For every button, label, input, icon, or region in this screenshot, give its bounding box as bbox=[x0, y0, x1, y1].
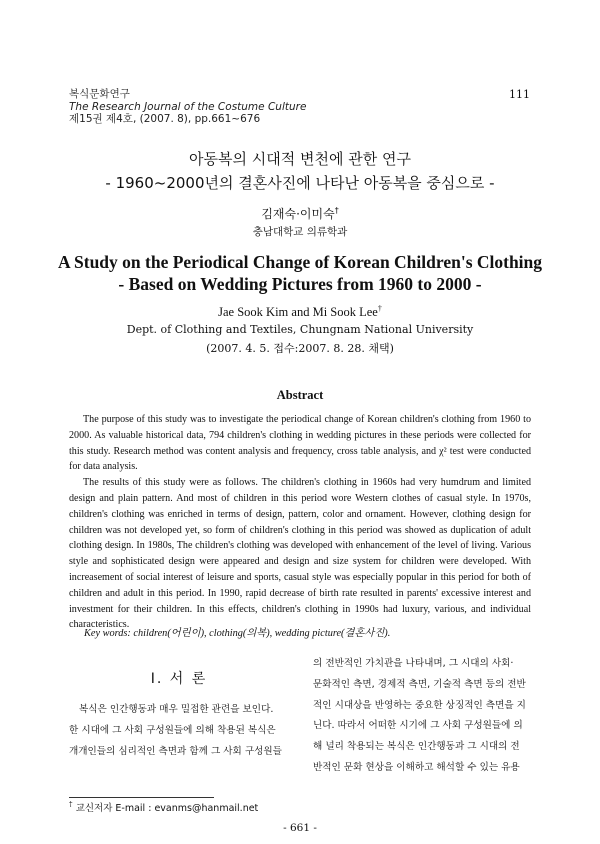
footer-page-number: - 661 - bbox=[283, 822, 317, 834]
english-author-mark: † bbox=[377, 304, 382, 313]
body-line: 해 널리 착용되는 복식은 인간행동과 그 시대의 전 bbox=[313, 741, 520, 753]
abstract-paragraph-1: The purpose of this study was to investigate the periodical change of Korean children's clothing from 1960 to 2000. As valuable historical data, 794 children's clothing in wedding pictures in these periods were collected for this study. Research method was content analysis and frequency, cross table analysis, and χ² test were conducted for data analysis. bbox=[69, 414, 531, 473]
abstract-heading: Abstract bbox=[276, 388, 324, 402]
body-line: 적인 시대상을 반영하는 중요한 상징적인 측면을 지 bbox=[313, 699, 526, 711]
abstract-paragraph-2: The results of this study were as follows. The children's clothing in 1960s had very humdrum and limited design and plain pattern. And most of children in this period wore Western clothes of casual style. In 1970s, children's clothing was enriched in terms of design, pattern, color and ornament. However, clothing design for children was not developed yet, so form of children's clothing in this period was showed as duplication of adult clothing design. In 1980s, The children's clothing was developed with enhancement of the level of living. Various style and sophisticated design were appeared and design and size system for children were developed. With increasement of social interest of leisure and sports, casual style was especially popular in this period for both of children and adult in this period. In 1990, rapid decrease of birth rate resulted in parents' excessive interest and investment for their children. In this effects, children's clothing in 1990s had luxury, various, and individual characteristics. bbox=[69, 477, 531, 631]
english-authors-line bbox=[0, 304, 600, 320]
body-line: 닌다. 따라서 어떠한 시기에 그 사회 구성원들에 의 bbox=[313, 720, 523, 732]
korean-affiliation: 충남대학교 의류학과 bbox=[252, 226, 348, 238]
body-line: 문화적인 측면, 경제적 측면, 기술적 측면 등의 전반 bbox=[313, 678, 526, 690]
korean-title-main: 아동복의 시대적 변천에 관한 연구 bbox=[189, 150, 411, 168]
body-line: 의 전반적인 가치관을 나타내며, 그 시대의 사회· bbox=[313, 658, 514, 669]
english-title-main: A Study on the Periodical Change of Korean Children's Clothing bbox=[57, 252, 543, 272]
section-heading-introduction: Ⅰ. 서 론 bbox=[150, 671, 208, 687]
body-line: 복식은 인간행동과 매우 밀접한 관련을 보인다. bbox=[79, 704, 274, 715]
journal-info bbox=[69, 88, 306, 126]
keywords: Key words: children(어린이), clothing(의복), wedding picture(결혼사진). bbox=[84, 628, 391, 639]
footnote bbox=[69, 800, 258, 814]
english-title-subtitle: - Based on Wedding Pictures from 1960 to 2000 - bbox=[118, 274, 482, 294]
korean-title-subtitle: - 1960~2000년의 결혼사진에 나타난 아동복을 중심으로 - bbox=[105, 174, 495, 192]
english-authors: Jae Sook Kim and Mi Sook Lee bbox=[218, 305, 378, 320]
page-number: 111 bbox=[509, 88, 530, 101]
journal-name-english: The Research Journal of the Costume Culture bbox=[69, 100, 307, 113]
english-affiliation: Dept. of Clothing and Textiles, Chungnam National University bbox=[126, 323, 474, 336]
body-left-column bbox=[69, 700, 289, 762]
footnote-text: 교신저자 E-mail : evanms@hanmail.net bbox=[75, 803, 259, 814]
received-accepted-dates: (2007. 4. 5. 접수:2007. 8. 28. 채택) bbox=[206, 342, 394, 355]
journal-name-korean: 복식문화연구 bbox=[69, 88, 130, 100]
journal-volume: 제15권 제4호, (2007. 8), pp.661~676 bbox=[69, 113, 261, 125]
footnote-mark: † bbox=[69, 800, 73, 809]
body-right-column bbox=[313, 654, 533, 779]
footnote-divider bbox=[69, 797, 214, 798]
korean-author-mark: † bbox=[334, 206, 339, 215]
body-line: 개개인들의 심리적인 측면과 함께 그 사회 구성원들 bbox=[69, 745, 282, 757]
body-line: 반적인 문화 현상을 이해하고 해석할 수 있는 유용 bbox=[313, 761, 520, 773]
korean-authors-line bbox=[0, 205, 600, 222]
abstract-body bbox=[69, 412, 531, 633]
body-line: 한 시대에 그 사회 구성원들에 의해 착용된 복식은 bbox=[69, 724, 276, 736]
korean-authors: 김재숙·이미숙 bbox=[261, 207, 335, 221]
